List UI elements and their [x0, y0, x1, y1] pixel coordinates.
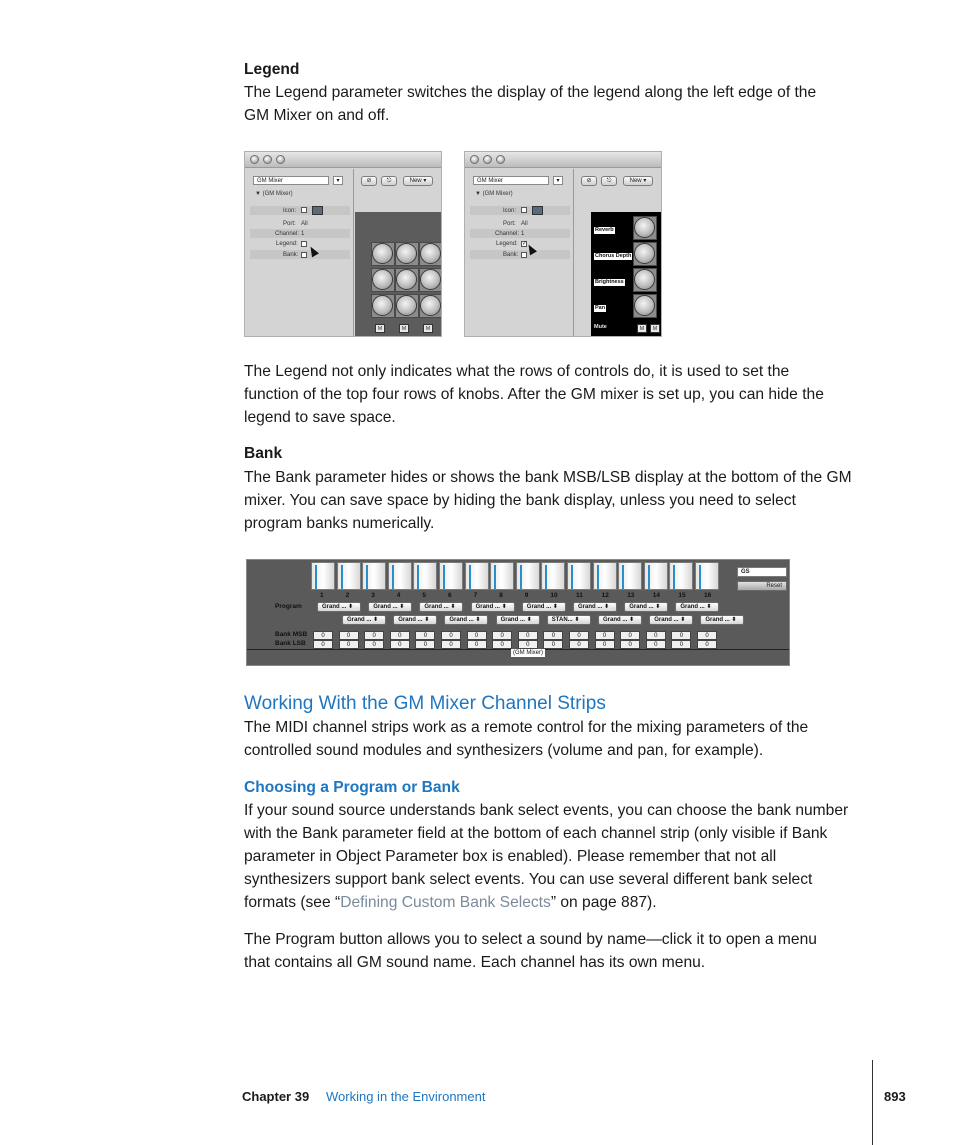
- fader-track: [673, 565, 675, 589]
- new-menu-button[interactable]: New ▾: [623, 176, 653, 186]
- legend-row-pan: Pan: [595, 305, 606, 311]
- program-button[interactable]: Grand ... ⬍: [419, 602, 463, 612]
- volume-fader[interactable]: [516, 562, 540, 590]
- volume-fader[interactable]: [644, 562, 668, 590]
- knob[interactable]: [372, 243, 393, 264]
- bank-msb-field[interactable]: 0: [492, 631, 512, 640]
- panel-divider: [573, 169, 574, 337]
- object-name-field[interactable]: GM Mixer: [473, 176, 549, 185]
- channel-value[interactable]: 1: [301, 231, 305, 237]
- bank-msb-field[interactable]: 0: [313, 631, 333, 640]
- inspector-row-stripe: [250, 250, 350, 259]
- port-value[interactable]: All: [301, 221, 308, 227]
- legend-para-line2: function of the top four rows of knobs. After the GM mixer is set up, you can hide the: [244, 386, 824, 403]
- knob[interactable]: [396, 295, 417, 316]
- bank-lsb-field[interactable]: 0: [697, 640, 717, 649]
- channel-number: 13: [627, 592, 635, 599]
- program-button[interactable]: Grand ... ⬍: [624, 602, 668, 612]
- legend-param-label: Legend:: [276, 241, 298, 247]
- knob[interactable]: [396, 269, 417, 290]
- knob[interactable]: [634, 269, 655, 290]
- icon-label: Icon:: [503, 208, 517, 214]
- channel-number: 6: [448, 592, 452, 599]
- fader-track: [417, 565, 419, 589]
- channel-label: Channel:: [495, 231, 520, 237]
- legend-param-label: Legend:: [496, 241, 518, 247]
- group-disclosure[interactable]: ▼ (GM Mixer): [475, 191, 513, 197]
- port-label: Port:: [283, 221, 296, 227]
- fader-track: [366, 565, 368, 589]
- bank-lsb-label: Bank LSB: [275, 640, 306, 647]
- bank-body-line1: The Bank parameter hides or shows the bank MSB/LSB display at the bottom of the GM: [244, 469, 852, 486]
- close-window-button[interactable]: [470, 155, 479, 164]
- channel-number: 14: [652, 592, 661, 599]
- icon-checkbox[interactable]: [301, 207, 307, 213]
- bank-heading: Bank: [244, 445, 283, 462]
- bank-body-line2: mixer. You can save space by hiding the bank display, unless you need to select: [244, 492, 796, 509]
- program-button[interactable]: Grand ... ⬍: [368, 602, 412, 612]
- legend-heading: Legend: [244, 61, 300, 78]
- program-bank-line3: parameter in Object Parameter box is enabled). Please remember that not all: [244, 848, 777, 865]
- minimize-window-button[interactable]: [263, 155, 272, 164]
- object-name-field[interactable]: GM Mixer: [253, 176, 329, 185]
- channel-value[interactable]: 1: [521, 231, 525, 237]
- knob[interactable]: [372, 295, 393, 316]
- channel-number: 12: [601, 592, 609, 599]
- inspector-row-stripe: [250, 229, 350, 238]
- bank-checkbox[interactable]: [301, 252, 307, 258]
- icon-checkbox[interactable]: [521, 207, 527, 213]
- knob[interactable]: [634, 243, 655, 264]
- program-para-line1: The Program button allows you to select a sound by name—click it to open a menu: [244, 931, 817, 948]
- instrument-icon[interactable]: [312, 206, 323, 215]
- legend-checkbox[interactable]: [301, 241, 307, 247]
- volume-fader[interactable]: [413, 562, 437, 590]
- mute-button[interactable]: M: [650, 324, 660, 333]
- volume-fader[interactable]: [362, 562, 386, 590]
- bank-lsb-field[interactable]: 0: [467, 640, 487, 649]
- volume-fader[interactable]: [439, 562, 463, 590]
- bank-msb-field[interactable]: 0: [543, 631, 563, 640]
- mixer-area: [591, 212, 662, 337]
- footer-chapter-title[interactable]: Working in the Environment: [326, 1089, 486, 1104]
- knob[interactable]: [420, 243, 441, 264]
- bank-msb-field[interactable]: 0: [595, 631, 615, 640]
- program-button[interactable]: Grand ... ⬍: [496, 615, 540, 625]
- new-menu-label: New: [409, 178, 422, 184]
- fader-track: [494, 565, 496, 589]
- fader-track: [545, 565, 547, 589]
- fader-track: [597, 565, 599, 589]
- program-button[interactable]: Grand ... ⬍: [471, 602, 515, 612]
- bank-lsb-field[interactable]: 0: [569, 640, 589, 649]
- link-icon[interactable]: ⊘: [361, 176, 377, 186]
- volume-fader[interactable]: [388, 562, 412, 590]
- bank-msb-field[interactable]: 0: [569, 631, 589, 640]
- inspector-row-stripe: [470, 250, 570, 259]
- bank-msb-field[interactable]: 0: [518, 631, 538, 640]
- fader-track: [648, 565, 650, 589]
- object-menu-arrow-icon[interactable]: ▾: [553, 176, 563, 185]
- program-button[interactable]: Grand ... ⬍: [522, 602, 566, 612]
- zoom-window-button[interactable]: [496, 155, 505, 164]
- volume-fader[interactable]: [593, 562, 617, 590]
- legend-row-mute: Mute: [594, 324, 607, 330]
- channel-number: 15: [678, 592, 686, 599]
- volume-fader[interactable]: [490, 562, 514, 590]
- knob[interactable]: [420, 269, 441, 290]
- legend-checkbox-checked[interactable]: ✓: [522, 241, 528, 247]
- program-row-label: Program: [275, 603, 302, 610]
- bank-lsb-field[interactable]: 0: [518, 640, 538, 649]
- bank-msb-field[interactable]: 0: [364, 631, 384, 640]
- channel-number: 4: [396, 592, 401, 599]
- program-bank-line5: [244, 891, 657, 914]
- program-button[interactable]: Grand ... ⬍: [393, 615, 437, 625]
- channel-number: 10: [550, 592, 558, 599]
- mute-button[interactable]: M: [375, 324, 385, 333]
- bank-msb-field[interactable]: 0: [620, 631, 640, 640]
- channel-label: Channel:: [275, 231, 300, 237]
- program-button[interactable]: Grand ... ⬍: [444, 615, 488, 625]
- fader-track: [520, 565, 522, 589]
- knob[interactable]: [634, 295, 655, 316]
- knob[interactable]: [634, 217, 655, 238]
- program-button[interactable]: Grand ... ⬍: [598, 615, 642, 625]
- bank-msb-field[interactable]: 0: [467, 631, 487, 640]
- bank-lsb-field[interactable]: 0: [339, 640, 359, 649]
- bank-lsb-field[interactable]: 0: [671, 640, 691, 649]
- line5-suffix: ” on page 887).: [550, 894, 657, 911]
- fader-track: [315, 565, 317, 589]
- channel-number: 2: [345, 592, 350, 599]
- bank-lsb-field[interactable]: 0: [543, 640, 563, 649]
- footer-divider-line: [872, 1060, 873, 1145]
- bank-msb-field[interactable]: 0: [339, 631, 359, 640]
- mixer-footer-name: (GM Mixer): [513, 650, 543, 656]
- bank-format-field[interactable]: GS: [737, 567, 787, 577]
- fader-track: [699, 565, 701, 589]
- bank-lsb-field[interactable]: 0: [364, 640, 384, 649]
- bank-lsb-field[interactable]: 0: [595, 640, 615, 649]
- program-button[interactable]: Grand ... ⬍: [649, 615, 693, 625]
- volume-fader[interactable]: [618, 562, 642, 590]
- volume-fader[interactable]: [337, 562, 361, 590]
- channel-number: 8: [499, 592, 503, 599]
- gm-mixer-window-legend-off: [244, 151, 442, 337]
- program-button[interactable]: Grand ... ⬍: [342, 615, 386, 625]
- volume-fader[interactable]: [311, 562, 335, 590]
- channel-number: 9: [524, 592, 529, 599]
- bank-lsb-field[interactable]: 0: [492, 640, 512, 649]
- volume-fader[interactable]: [541, 562, 565, 590]
- fader-track: [622, 565, 624, 589]
- bank-lsb-field[interactable]: 0: [620, 640, 640, 649]
- bank-lsb-field[interactable]: 0: [313, 640, 333, 649]
- program-button[interactable]: Grand ... ⬍: [675, 602, 719, 612]
- channel-number: 3: [371, 592, 375, 599]
- fader-track: [341, 565, 343, 589]
- volume-fader[interactable]: [567, 562, 591, 590]
- legend-para-line1: The Legend not only indicates what the rows of controls do, it is used to set the: [244, 363, 790, 380]
- program-button[interactable]: STAN... ⬍: [547, 615, 591, 625]
- fader-track: [392, 565, 394, 589]
- channel-number: 1: [320, 592, 324, 599]
- channel-strips-line2: controlled sound modules and synthesizers (volume and pan, for example).: [244, 742, 764, 759]
- channel-strips-line1: The MIDI channel strips work as a remote control for the mixing parameters of the: [244, 719, 809, 736]
- inspector-row-stripe: [470, 206, 570, 215]
- bank-lsb-field[interactable]: 0: [390, 640, 410, 649]
- volume-fader[interactable]: [695, 562, 719, 590]
- legend-para-line3: legend to save space.: [244, 409, 396, 426]
- program-para-line2: that contains all GM sound name. Each channel has its own menu.: [244, 954, 706, 971]
- legend-row-brightness: Brightness: [595, 279, 624, 285]
- bank-param-label: Bank:: [283, 252, 299, 258]
- program-button[interactable]: Grand ... ⬍: [317, 602, 361, 612]
- bank-msb-field[interactable]: 0: [671, 631, 691, 640]
- program-bank-line4: synthesizers support bank select events. You can use several different bank select: [244, 871, 813, 888]
- instrument-icon[interactable]: [532, 206, 543, 215]
- channel-number: 11: [576, 592, 583, 599]
- reset-button[interactable]: Reset: [737, 581, 787, 591]
- legend-row-reverb: Reverb: [595, 227, 614, 233]
- catch-icon[interactable]: ⎋: [601, 176, 617, 186]
- inspector-row-stripe: [470, 229, 570, 238]
- gm-mixer-bank-display: [246, 559, 790, 666]
- program-bank-line2: with the Bank parameter field at the bottom of each channel strip (only visible if Bank: [244, 825, 828, 842]
- mixer-area: [355, 212, 442, 337]
- zoom-window-button[interactable]: [276, 155, 285, 164]
- bank-param-label: Bank:: [503, 252, 519, 258]
- bank-msb-field[interactable]: 0: [415, 631, 435, 640]
- group-disclosure[interactable]: ▼ (GM Mixer): [255, 191, 293, 197]
- icon-label: Icon:: [283, 208, 297, 214]
- port-value[interactable]: All: [521, 221, 528, 227]
- channel-strips-heading: Working With the GM Mixer Channel Strips: [244, 693, 606, 714]
- minimize-window-button[interactable]: [483, 155, 492, 164]
- knob[interactable]: [372, 269, 393, 290]
- legend-body-line1: The Legend parameter switches the display of the legend along the left edge of the: [244, 84, 817, 101]
- catch-icon[interactable]: ⎋: [381, 176, 397, 186]
- bank-msb-field[interactable]: 0: [646, 631, 666, 640]
- knob[interactable]: [420, 295, 441, 316]
- window-titlebar: [245, 152, 441, 168]
- legend-body-line2: GM Mixer on and off.: [244, 107, 390, 124]
- bank-body-line3: program banks numerically.: [244, 515, 435, 532]
- line5-prefix: formats (see “: [244, 894, 341, 911]
- bank-lsb-field[interactable]: 0: [441, 640, 461, 649]
- program-bank-line1: If your sound source understands bank select events, you can choose the bank number: [244, 802, 849, 819]
- bank-lsb-field[interactable]: 0: [415, 640, 435, 649]
- page-number: 893: [884, 1089, 906, 1104]
- program-bank-heading: Choosing a Program or Bank: [244, 779, 460, 796]
- inspector-row-stripe: [250, 206, 350, 215]
- program-button[interactable]: Grand ... ⬍: [573, 602, 617, 612]
- legend-row-chorus: Chorus Depth: [595, 253, 632, 259]
- object-menu-arrow-icon[interactable]: ▾: [333, 176, 343, 185]
- new-menu-label: New: [629, 178, 642, 184]
- channel-number: 5: [422, 592, 427, 599]
- volume-fader[interactable]: [669, 562, 693, 590]
- gm-mixer-window-legend-on: [464, 151, 662, 337]
- channel-number: 16: [704, 592, 712, 599]
- channel-number: 7: [473, 592, 478, 599]
- mute-button[interactable]: M: [399, 324, 409, 333]
- new-menu-button[interactable]: New ▾: [403, 176, 433, 186]
- mute-button[interactable]: M: [423, 324, 433, 333]
- bank-checkbox[interactable]: [521, 252, 527, 258]
- volume-fader[interactable]: [465, 562, 489, 590]
- panel-divider: [353, 169, 354, 337]
- fader-track: [571, 565, 573, 589]
- port-label: Port:: [503, 221, 516, 227]
- fader-track: [469, 565, 471, 589]
- link-icon[interactable]: ⊘: [581, 176, 597, 186]
- window-titlebar: [465, 152, 661, 168]
- custom-bank-selects-link[interactable]: Defining Custom Bank Selects: [340, 894, 551, 911]
- knob[interactable]: [396, 243, 417, 264]
- bank-msb-field[interactable]: 0: [390, 631, 410, 640]
- mute-button[interactable]: M: [637, 324, 647, 333]
- bank-lsb-field[interactable]: 0: [646, 640, 666, 649]
- fader-track: [443, 565, 445, 589]
- footer-chapter: Chapter 39: [242, 1089, 310, 1104]
- bank-msb-field[interactable]: 0: [441, 631, 461, 640]
- bank-msb-label: Bank MSB: [275, 631, 308, 638]
- bank-msb-field[interactable]: 0: [697, 631, 717, 640]
- close-window-button[interactable]: [250, 155, 259, 164]
- program-button[interactable]: Grand ... ⬍: [700, 615, 744, 625]
